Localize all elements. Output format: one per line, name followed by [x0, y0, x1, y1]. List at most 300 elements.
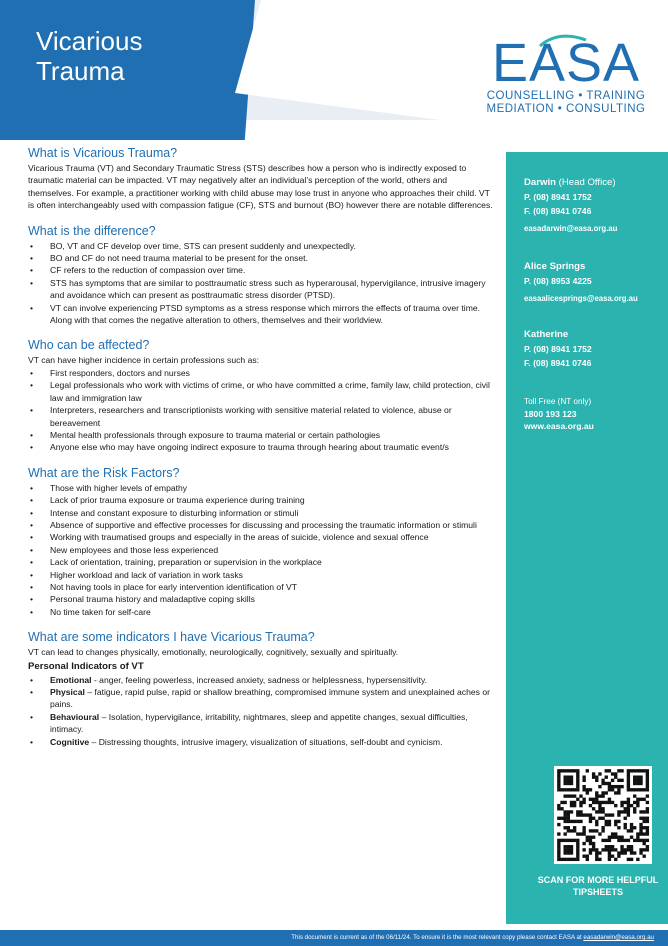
- qr-module: [595, 829, 598, 832]
- city-name: Darwin (Head Office): [524, 177, 616, 188]
- qr-module: [592, 807, 595, 810]
- qr-module: [557, 779, 560, 782]
- qr-module: [633, 775, 636, 778]
- qr-module: [592, 798, 595, 801]
- qr-module: [627, 788, 630, 791]
- qr-module: [601, 829, 604, 832]
- qr-module: [611, 845, 614, 848]
- easa-logo: [486, 33, 646, 116]
- qr-module: [639, 779, 642, 782]
- qr-module: [573, 826, 576, 829]
- qr-module: [614, 832, 617, 835]
- qr-module: [605, 801, 608, 804]
- qr-module: [646, 794, 649, 797]
- qr-module: [627, 769, 630, 772]
- section-body: Vicarious Trauma (VT) and Secondary Traumatic Stress (STS) describes how a person who is indirectly exposed to traumatic material can be impacted. VT may negatively alter an individual’s perception of the world, others and themselves. For example, a practitioner working with child abuse may lose trust in anyone who approaches their child. VT is often interchangeably used with compassion fatigue (CF), STS and burnout (BO) however there are notable differences.: [28, 163, 493, 211]
- qr-module: [570, 810, 573, 813]
- contact-tollfree: [524, 396, 664, 432]
- qr-module: [636, 801, 639, 804]
- qr-module: [573, 829, 576, 832]
- qr-module: [646, 848, 649, 851]
- website-link[interactable]: www.easa.org.au: [524, 421, 594, 431]
- scan-caption: SCAN FOR MORE HELPFUL TIPSHEETS: [537, 875, 659, 897]
- qr-module: [598, 804, 601, 807]
- section-indicators: [28, 630, 494, 748]
- qr-module: [576, 772, 579, 775]
- qr-module: [620, 839, 623, 842]
- qr-module: [563, 813, 566, 816]
- qr-module: [563, 858, 566, 861]
- qr-module: [573, 858, 576, 861]
- list-item: • Lack of prior trauma exposure or trauma experience during training: [28, 494, 494, 506]
- indicator-text: – Distressing thoughts, intrusive imagery, visualization of situations, self-doubt and cynicism.: [89, 736, 443, 747]
- qr-module: [639, 829, 642, 832]
- qr-module: [582, 779, 585, 782]
- qr-module: [643, 817, 646, 820]
- qr-module: [563, 775, 566, 778]
- qr-module: [579, 820, 582, 823]
- email-link[interactable]: easadarwin@easa.org.au: [524, 224, 618, 233]
- qr-module: [582, 798, 585, 801]
- qr-module: [598, 785, 601, 788]
- qr-module: [570, 829, 573, 832]
- qr-module: [576, 798, 579, 801]
- qr-module: [570, 769, 573, 772]
- qr-module: [627, 775, 630, 778]
- qr-module: [567, 851, 570, 854]
- qr-module: [608, 813, 611, 816]
- qr-module: [639, 839, 642, 842]
- qr-module: [582, 813, 585, 816]
- bullet-list: [28, 674, 494, 748]
- qr-module: [570, 848, 573, 851]
- qr-module: [646, 845, 649, 848]
- qr-module: [589, 829, 592, 832]
- qr-module: [620, 804, 623, 807]
- qr-module: [646, 775, 649, 778]
- qr-module: [630, 845, 633, 848]
- qr-module: [605, 848, 608, 851]
- qr-module: [614, 836, 617, 839]
- list-item: • Lack of orientation, training, preparation or supervision in the workplace: [28, 556, 494, 568]
- qr-module: [582, 801, 585, 804]
- qr-module: [586, 858, 589, 861]
- section-difference: [28, 224, 494, 327]
- qr-module: [611, 855, 614, 858]
- qr-module: [567, 845, 570, 848]
- qr-module: [567, 820, 570, 823]
- qr-module: [605, 769, 608, 772]
- qr-module: [557, 782, 560, 785]
- qr-module: [563, 801, 566, 804]
- qr-module: [630, 851, 633, 854]
- list-item: • Anyone else who may have ongoing indirect exposure to trauma through hearing about traumatic event/s: [28, 441, 494, 453]
- contact-alice-springs: [524, 260, 664, 306]
- qr-module: [646, 782, 649, 785]
- qr-module: [627, 801, 630, 804]
- qr-module: [608, 823, 611, 826]
- qr-module: [633, 801, 636, 804]
- qr-module: [563, 826, 566, 829]
- qr-module: [617, 813, 620, 816]
- qr-module: [627, 807, 630, 810]
- section-risk-factors: [28, 466, 494, 618]
- qr-module: [646, 769, 649, 772]
- qr-module: [646, 788, 649, 791]
- qr-module: [643, 769, 646, 772]
- qr-module: [614, 791, 617, 794]
- qr-module: [563, 845, 566, 848]
- qr-module: [627, 779, 630, 782]
- qr-module: [643, 820, 646, 823]
- qr-module: [589, 836, 592, 839]
- qr-module: [608, 845, 611, 848]
- indicator-label: Cognitive: [50, 736, 90, 747]
- phone-number: P. (08) 8941 1752: [524, 344, 592, 354]
- section-intro: VT can have higher incidence in certain professions such as:: [28, 355, 260, 366]
- qr-module: [646, 829, 649, 832]
- qr-module: [614, 804, 617, 807]
- qr-module: [617, 836, 620, 839]
- qr-module: [567, 817, 570, 820]
- qr-module: [589, 798, 592, 801]
- qr-module: [639, 832, 642, 835]
- qr-module: [627, 798, 630, 801]
- qr-module: [560, 801, 563, 804]
- qr-module: [567, 848, 570, 851]
- qr-module: [579, 810, 582, 813]
- qr-module: [598, 832, 601, 835]
- qr-module: [598, 810, 601, 813]
- qr-module: [633, 794, 636, 797]
- qr-module: [639, 769, 642, 772]
- list-item: • BO, VT and CF develop over time, STS can present suddenly and unexpectedly.: [28, 240, 494, 252]
- list-item: [28, 674, 494, 686]
- list-item: • Mental health professionals through exposure to trauma material or certain pathologies: [28, 429, 494, 441]
- qr-module: [608, 858, 611, 861]
- qr-module: [627, 804, 630, 807]
- qr-module: [627, 848, 630, 851]
- qr-module: [576, 842, 579, 845]
- qr-module: [608, 851, 611, 854]
- qr-module: [636, 769, 639, 772]
- qr-module: [636, 804, 639, 807]
- qr-module: [630, 848, 633, 851]
- qr-module: [633, 788, 636, 791]
- qr-module: [605, 782, 608, 785]
- list-item: • Legal professionals who work with victims of crime, or who have committed a crime, family law, child protection, civil law and immigration law: [28, 379, 494, 404]
- qr-module: [573, 788, 576, 791]
- qr-module: [643, 839, 646, 842]
- qr-module: [624, 810, 627, 813]
- qr-module: [557, 823, 560, 826]
- qr-module: [592, 801, 595, 804]
- qr-module: [643, 848, 646, 851]
- qr-module: [611, 848, 614, 851]
- qr-module: [620, 810, 623, 813]
- qr-module: [614, 775, 617, 778]
- qr-module: [646, 832, 649, 835]
- qr-module: [646, 820, 649, 823]
- qr-module: [557, 845, 560, 848]
- indicator-label: Behavioural: [50, 711, 100, 722]
- qr-module: [627, 813, 630, 816]
- qr-module: [586, 791, 589, 794]
- qr-module: [567, 826, 570, 829]
- qr-module: [595, 779, 598, 782]
- list-item: • CF refers to the reduction of compassion over time.: [28, 264, 494, 276]
- qr-module: [624, 817, 627, 820]
- footer-email-link[interactable]: easadarwin@easa.org.au: [583, 934, 654, 941]
- qr-module: [624, 839, 627, 842]
- qr-module: [567, 794, 570, 797]
- qr-module: [586, 813, 589, 816]
- qr-module: [614, 785, 617, 788]
- qr-module: [563, 817, 566, 820]
- qr-module: [611, 836, 614, 839]
- qr-module: [614, 820, 617, 823]
- qr-module: [633, 826, 636, 829]
- qr-module: [592, 848, 595, 851]
- qr-module: [573, 801, 576, 804]
- qr-module: [576, 858, 579, 861]
- qr-module: [598, 801, 601, 804]
- qr-module: [636, 775, 639, 778]
- qr-module: [601, 810, 604, 813]
- qr-module: [567, 788, 570, 791]
- qr-module: [589, 848, 592, 851]
- qr-module: [643, 788, 646, 791]
- qr-module: [643, 826, 646, 829]
- qr-module: [617, 820, 620, 823]
- qr-module: [567, 813, 570, 816]
- city-name: Katherine: [524, 329, 569, 340]
- section-heading: What are some indicators I have Vicarious Trauma?: [28, 630, 315, 645]
- qr-module: [582, 855, 585, 858]
- qr-module: [563, 848, 566, 851]
- section-who-affected: [28, 338, 494, 453]
- list-item: [28, 711, 494, 736]
- qr-module: [636, 782, 639, 785]
- qr-module: [570, 775, 573, 778]
- qr-module: [576, 788, 579, 791]
- qr-module: [560, 817, 563, 820]
- qr-module: [646, 779, 649, 782]
- qr-module: [595, 820, 598, 823]
- list-item: • VT can involve experiencing PTSD symptoms as a stress response which mirrors the effects of trauma over time. Along with that comes the negative alteration to others, themselves and their worldview.: [28, 302, 494, 327]
- qr-module: [630, 826, 633, 829]
- qr-module: [636, 858, 639, 861]
- qr-module: [576, 832, 579, 835]
- qr-module: [617, 791, 620, 794]
- qr-module: [582, 832, 585, 835]
- qr-module: [601, 848, 604, 851]
- qr-module: [595, 775, 598, 778]
- qr-module: [608, 788, 611, 791]
- logo-swoosh-icon: [538, 34, 588, 48]
- qr-module: [582, 829, 585, 832]
- qr-module: [576, 848, 579, 851]
- indicator-label: Physical: [50, 687, 85, 697]
- qr-module: [563, 839, 566, 842]
- contact-sidebar: [506, 152, 668, 924]
- qr-module: [563, 769, 566, 772]
- qr-module: [633, 769, 636, 772]
- qr-module: [643, 855, 646, 858]
- qr-module: [576, 769, 579, 772]
- qr-module: [595, 858, 598, 861]
- qr-module: [589, 820, 592, 823]
- qr-module: [576, 839, 579, 842]
- qr-module: [582, 775, 585, 778]
- qr-code[interactable]: [554, 766, 652, 864]
- qr-module: [570, 839, 573, 842]
- qr-module: [598, 794, 601, 797]
- footer-text: This document is current as of the 06/11/24. To ensure it is the most relevant copy please contact EASA at: [291, 934, 584, 941]
- qr-module: [627, 785, 630, 788]
- qr-module: [567, 769, 570, 772]
- qr-module: [611, 785, 614, 788]
- logo-tagline-2: MEDIATION • CONSULTING: [486, 103, 646, 115]
- qr-module: [646, 810, 649, 813]
- qr-module: [576, 785, 579, 788]
- qr-module: [620, 769, 623, 772]
- section-heading: What are the Risk Factors?: [28, 465, 180, 480]
- qr-module: [560, 788, 563, 791]
- qr-module: [560, 858, 563, 861]
- qr-module: [576, 855, 579, 858]
- qr-module: [589, 839, 592, 842]
- qr-module: [639, 775, 642, 778]
- qr-module: [639, 823, 642, 826]
- qr-module: [624, 823, 627, 826]
- qr-module: [570, 820, 573, 823]
- qr-module: [589, 788, 592, 791]
- qr-module: [624, 848, 627, 851]
- qr-module: [608, 769, 611, 772]
- indicator-label: Emotional: [50, 674, 92, 685]
- qr-module: [601, 794, 604, 797]
- list-item: • Working with traumatised groups and especially in the areas of suicide, violence and sexual offence: [28, 531, 494, 543]
- list-item: • Not having tools in place for early intervention identification of VT: [28, 581, 494, 593]
- qr-module: [582, 848, 585, 851]
- qr-module: [573, 839, 576, 842]
- qr-module: [643, 832, 646, 835]
- qr-module: [617, 810, 620, 813]
- qr-module: [620, 785, 623, 788]
- qr-module: [646, 817, 649, 820]
- qr-module: [589, 813, 592, 816]
- phone-number: P. (08) 8941 1752: [524, 192, 592, 202]
- qr-module: [563, 779, 566, 782]
- fax-number: F. (08) 8941 0746: [524, 206, 592, 216]
- qr-module: [611, 801, 614, 804]
- qr-module: [576, 813, 579, 816]
- qr-module: [617, 839, 620, 842]
- qr-code-icon: [554, 766, 652, 864]
- qr-module: [643, 842, 646, 845]
- qr-module: [586, 836, 589, 839]
- qr-module: [576, 779, 579, 782]
- qr-module: [592, 845, 595, 848]
- qr-module: [595, 855, 598, 858]
- qr-module: [646, 785, 649, 788]
- qr-module: [620, 851, 623, 854]
- qr-module: [557, 842, 560, 845]
- qr-module: [614, 823, 617, 826]
- qr-module: [579, 801, 582, 804]
- list-item: • Higher workload and lack of variation in work tasks: [28, 569, 494, 581]
- qr-module: [617, 785, 620, 788]
- qr-module: [601, 826, 604, 829]
- qr-module: [557, 832, 560, 835]
- qr-module: [595, 848, 598, 851]
- qr-module: [601, 807, 604, 810]
- qr-module: [557, 804, 560, 807]
- qr-module: [630, 788, 633, 791]
- email-link[interactable]: easaalicesprings@easa.org.au: [524, 294, 638, 303]
- qr-module: [570, 779, 573, 782]
- qr-module: [557, 855, 560, 858]
- qr-module: [592, 817, 595, 820]
- qr-module: [636, 798, 639, 801]
- qr-module: [627, 810, 630, 813]
- qr-module: [605, 791, 608, 794]
- section-intro: VT can lead to changes physically, emotionally, neurologically, cognitively, sexually and spiritually.: [28, 647, 399, 658]
- qr-module: [611, 788, 614, 791]
- qr-module: [582, 842, 585, 845]
- list-item: • New employees and those less experienced: [28, 544, 494, 556]
- qr-module: [630, 829, 633, 832]
- qr-module: [627, 829, 630, 832]
- qr-module: [614, 858, 617, 861]
- qr-module: [589, 804, 592, 807]
- phone-number: P. (08) 8953 4225: [524, 276, 592, 286]
- qr-module: [573, 820, 576, 823]
- list-item: • Intense and constant exposure to disturbing information or stimuli: [28, 507, 494, 519]
- qr-module: [646, 826, 649, 829]
- footer-bar: [0, 930, 668, 946]
- qr-module: [557, 772, 560, 775]
- qr-module: [646, 807, 649, 810]
- qr-module: [582, 826, 585, 829]
- qr-module: [627, 858, 630, 861]
- qr-module: [624, 826, 627, 829]
- qr-module: [570, 794, 573, 797]
- bullet-list: [28, 240, 494, 327]
- qr-module: [636, 839, 639, 842]
- qr-module: [639, 798, 642, 801]
- qr-module: [624, 801, 627, 804]
- qr-module: [592, 842, 595, 845]
- qr-module: [620, 845, 623, 848]
- list-item: • BO and CF do not need trauma material to be present for the onset.: [28, 252, 494, 264]
- qr-module: [563, 851, 566, 854]
- qr-module: [636, 788, 639, 791]
- qr-module: [595, 801, 598, 804]
- qr-module: [595, 794, 598, 797]
- qr-module: [586, 769, 589, 772]
- qr-module: [573, 769, 576, 772]
- list-item: [28, 736, 494, 748]
- qr-module: [630, 858, 633, 861]
- qr-module: [563, 810, 566, 813]
- qr-module: [570, 851, 573, 854]
- qr-module: [633, 779, 636, 782]
- section-what-is-vt: [28, 146, 494, 212]
- qr-module: [557, 775, 560, 778]
- qr-module: [646, 772, 649, 775]
